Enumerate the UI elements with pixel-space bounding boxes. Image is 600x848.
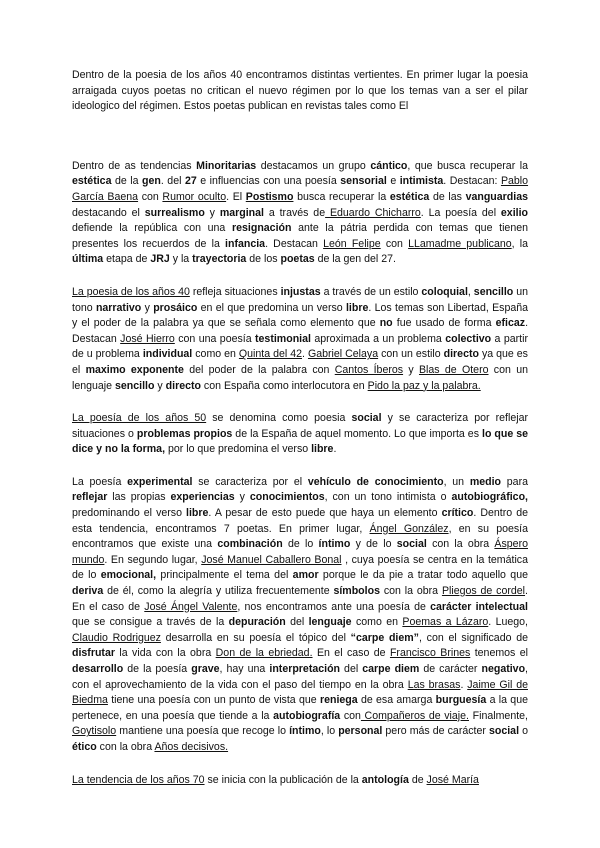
text-run: aproximada a un problema xyxy=(310,332,446,345)
bold-term: lenguaje xyxy=(308,616,352,629)
bold-term: maximo exponente xyxy=(85,363,184,376)
bold-term: individual xyxy=(142,348,193,361)
bold-term: autobiográfico, xyxy=(451,491,528,504)
underlined-reference: Pablo García Baena xyxy=(72,175,529,203)
text-run: ya que es el xyxy=(72,348,528,376)
underlined-reference: José Manuel Caballero Bonal xyxy=(201,553,342,566)
text-run: con España como interlocutora en xyxy=(200,379,368,392)
text-run: y xyxy=(403,363,419,376)
bold-term: Minoritarias xyxy=(196,159,257,172)
bold-term: vanguardias xyxy=(465,190,528,203)
text-run: . Luego, xyxy=(488,616,528,629)
bold-term: injustas xyxy=(280,285,321,298)
bold-term: autobiografía xyxy=(273,709,341,722)
underlined-reference: Blas de Otero xyxy=(418,363,489,376)
bold-term: surrealismo xyxy=(144,206,205,219)
bold-term: colectivo xyxy=(445,332,492,345)
text-run: . Los temas son Libertad, España y el poder de la palabra ya que se señala como elemento que xyxy=(72,301,529,330)
bold-term: libre xyxy=(186,507,209,520)
bold-term: crítico xyxy=(441,507,474,520)
text-run: la vida con la obra xyxy=(114,647,216,660)
text-run: Dentro de la poesia de los años 40 encontramos distintas vertientes. En primer lugar la poesia arraigada cuyos poetas no critican el nuevo régimen por lo que los temas van a ser el pilar ideologico del régimen. Estos poetas publican en revistas tales como El xyxy=(72,69,528,113)
text-run: . El xyxy=(226,190,246,203)
underlined-reference: Cantos Íberos xyxy=(334,363,404,376)
paragraph-experimental xyxy=(72,475,528,756)
text-run: . xyxy=(460,678,468,691)
bold-term: social xyxy=(351,412,382,425)
bold-term: gen xyxy=(142,175,161,188)
text-run: defiende la república con una xyxy=(72,222,232,235)
text-run: por lo que predomina el verso xyxy=(165,443,312,456)
underlined-reference: Jaime Gil de Biedma xyxy=(72,678,528,707)
text-run: de xyxy=(408,773,427,786)
text-run: , que busca recuperar la xyxy=(407,159,528,172)
bold-term: infancia xyxy=(225,237,266,250)
text-run: busca recuperar la xyxy=(293,190,390,203)
text-run: a través de un estilo xyxy=(320,285,422,298)
bold-term: directo xyxy=(443,348,479,361)
paragraph-intro xyxy=(72,68,528,115)
text-run: a la que pertenece, en una poesía que tiende a la xyxy=(72,694,528,722)
text-run: con un estilo xyxy=(378,348,444,361)
text-run: a partir de u problema xyxy=(72,332,528,361)
text-run: . xyxy=(302,348,308,361)
text-run: pero más de carácter xyxy=(382,725,489,738)
underlined-reference: LLamadme publicano xyxy=(408,237,512,250)
underlined-reference: Compañeros de viaje. xyxy=(360,709,469,722)
text-run: En el caso de xyxy=(312,647,390,660)
text-run: con xyxy=(380,237,409,250)
text-run: con xyxy=(340,709,361,722)
underlined-reference: José Hierro xyxy=(120,332,175,345)
text-run: . Destacan xyxy=(265,237,324,250)
underlined-reference: Gabriel Celaya xyxy=(307,348,379,361)
text-run: . A pesar de esto puede que haya un elemento xyxy=(208,507,442,520)
underlined-reference: Áspero mundo xyxy=(72,538,528,566)
bold-term: libre xyxy=(311,443,334,456)
bold-term: social xyxy=(396,538,427,551)
text-run: . En el caso de xyxy=(72,585,528,613)
bold-term: reflejar xyxy=(72,491,108,504)
text-run: de la xyxy=(111,175,143,188)
text-run: , hay una xyxy=(219,663,270,675)
text-run: refleja situaciones xyxy=(189,285,281,298)
underlined-reference: Don de la ebriedad. xyxy=(215,647,313,660)
text-run: y la xyxy=(169,253,193,266)
text-run: e xyxy=(386,175,400,188)
underlined-reference: La poesía de los años 50 xyxy=(72,412,207,425)
text-run: , cuya poesía se centra en la temática de lo xyxy=(72,553,528,582)
text-run: y xyxy=(154,379,166,392)
bold-term: depuración xyxy=(228,616,286,629)
text-run: en el que predomina un verso xyxy=(197,301,346,314)
text-run: con un lenguaje xyxy=(72,363,528,392)
text-run: de carácter xyxy=(419,663,482,675)
bold-term: experimental xyxy=(127,475,193,488)
bold-term: no xyxy=(379,317,393,330)
underlined-reference: Pliegos de cordel xyxy=(441,585,526,598)
bold-term: desarrollo xyxy=(72,663,124,675)
bold-term: resignación xyxy=(232,222,292,235)
text-run: destacamos un grupo xyxy=(256,159,371,172)
text-run: fue usado de forma xyxy=(392,317,496,330)
text-run: y de lo xyxy=(350,538,397,551)
text-run: , nos encontramos ante una poesía de xyxy=(237,600,431,613)
bold-term: íntimo xyxy=(318,538,351,551)
text-run: . xyxy=(333,443,337,456)
bold-term: última xyxy=(72,253,104,266)
text-run: del xyxy=(340,663,363,675)
text-run: o xyxy=(519,725,528,738)
bold-term: JRJ xyxy=(150,253,170,266)
text-run: predominando el verso xyxy=(72,507,187,520)
text-run: Finalmente, xyxy=(469,709,528,722)
bold-term: intimista xyxy=(399,175,444,188)
text-run: de la gen del 27. xyxy=(314,253,396,266)
bold-underlined-term: Postismo xyxy=(245,190,294,203)
bold-term: libre xyxy=(345,301,369,314)
bold-term: grave xyxy=(191,663,220,675)
text-run: un tono xyxy=(72,285,528,314)
text-run: porque le da pie a tratar todo aquello que xyxy=(318,569,528,582)
text-run: de la poesía xyxy=(123,663,192,675)
underlined-reference: Las brasas xyxy=(407,678,461,691)
text-run: , con el aprovechamiento de la vida con el paso del tiempo en la obra xyxy=(72,663,528,691)
underlined-reference: Goytisolo xyxy=(72,725,117,738)
text-run: La poesía xyxy=(72,475,128,488)
underlined-reference: José María xyxy=(426,773,479,786)
text-run: se caracteriza por el xyxy=(192,475,308,488)
text-run: , un xyxy=(443,475,470,488)
text-run: , en su poesía encontramos que existe una xyxy=(72,522,528,551)
text-run: y xyxy=(141,301,154,314)
bold-term: íntimo xyxy=(289,725,321,738)
text-run: . del xyxy=(160,175,185,188)
bold-term: problemas propios xyxy=(136,427,233,440)
bold-term: prosáico xyxy=(153,301,198,314)
underlined-reference: Pido la paz y la palabra. xyxy=(367,379,481,392)
bold-term: sensorial xyxy=(340,175,387,188)
bold-term: “carpe diem” xyxy=(350,631,419,644)
bold-term: combinación xyxy=(217,538,283,551)
underlined-reference: Poemas a Lázaro xyxy=(402,616,489,629)
bold-term: exilio xyxy=(500,206,528,219)
text-run: desarrolla en su poesía el tópico del xyxy=(160,631,351,644)
text-run: de esa amarga xyxy=(357,694,436,707)
underlined-reference: La poesia de los años 40 xyxy=(72,285,190,298)
text-run: se denomina como poesia xyxy=(206,412,352,425)
text-run: ante la pátria perdida con temas que tienen presentes los recuerdos de la xyxy=(72,222,529,250)
text-run: tenemos el xyxy=(470,647,529,660)
text-run: . Dentro de esta tendencia, encontramos 7 poetas. En primer lugar, xyxy=(72,507,528,535)
underlined-reference: La tendencia de los años 70 xyxy=(72,773,205,786)
text-run: como en xyxy=(351,616,403,629)
text-run: principalmente el tema del xyxy=(156,569,293,582)
text-run: para xyxy=(501,475,528,488)
underlined-reference: Quinta del 42 xyxy=(238,348,303,361)
bold-term: testimonial xyxy=(255,332,311,345)
text-run: y xyxy=(234,491,250,504)
bold-term: burguesía xyxy=(435,694,487,707)
text-run: que se consigue a través de la xyxy=(72,616,229,629)
text-run: , con el significado de xyxy=(418,631,528,644)
bold-term: experiencias xyxy=(170,491,235,504)
text-run: y se caracteriza por reflejar situaciones o xyxy=(72,412,528,440)
text-run: de la España de aquel momento. Lo que importa es xyxy=(232,427,482,440)
text-run: etapa de xyxy=(103,253,151,266)
bold-term: narrativo xyxy=(95,301,142,314)
bold-term: marginal xyxy=(219,206,264,219)
bold-term: negativo xyxy=(481,663,526,675)
paragraph-anos-70 xyxy=(72,773,528,789)
bold-term: poetas xyxy=(280,253,315,266)
text-run: de las xyxy=(429,190,466,203)
bold-term: sencillo xyxy=(115,379,155,392)
text-run: tiene una poesía con un punto de vista que xyxy=(107,694,320,707)
bold-term: amor xyxy=(292,569,319,582)
bold-term: directo xyxy=(165,379,201,392)
text-run: Dentro de as tendencias xyxy=(72,159,197,172)
bold-term: cántico xyxy=(370,159,408,172)
bold-term: social xyxy=(488,725,520,738)
bold-term: símbolos xyxy=(333,585,380,598)
bold-term: reniega xyxy=(319,694,358,707)
text-run: de él, como la alegría y utiliza frecuentemente xyxy=(103,585,334,598)
bold-term: interpretación xyxy=(269,663,341,675)
underlined-reference: Eduardo Chicharro xyxy=(325,206,421,219)
paragraph-anos-50 xyxy=(72,411,528,458)
underlined-reference: León Felipe xyxy=(323,237,381,250)
text-run: con la obra xyxy=(426,538,495,551)
text-run: del poder de la palabra con xyxy=(183,363,335,376)
bold-term: estética xyxy=(72,175,112,188)
bold-term: disfrutar xyxy=(72,647,115,660)
bold-term: sencillo xyxy=(473,285,514,298)
text-run: las propias xyxy=(107,491,171,504)
text-run: con xyxy=(138,190,163,203)
text-run: e influencias con una poesía xyxy=(196,175,341,188)
text-run: , con un tono intimista o xyxy=(324,491,452,504)
text-run: se inicia con la publicación de la xyxy=(204,773,362,786)
text-run: . En segundo lugar, xyxy=(104,553,202,566)
text-run: como en xyxy=(192,348,239,361)
bold-term: emocional, xyxy=(100,569,157,582)
bold-term: deriva xyxy=(72,585,104,598)
bold-term: vehículo de conocimiento xyxy=(307,475,444,488)
underlined-reference: Francisco Brines xyxy=(389,647,471,660)
paragraph-anos-40 xyxy=(72,285,528,394)
text-run: . La poesía del xyxy=(420,206,501,219)
bold-term: coloquial xyxy=(421,285,468,298)
bold-term: personal xyxy=(338,725,383,738)
text-run: , la xyxy=(511,237,529,250)
text-run: de lo xyxy=(282,538,319,551)
paragraph-minoritarias xyxy=(72,159,528,268)
text-run: con una poesía xyxy=(174,332,256,345)
bold-term: antología xyxy=(361,773,409,786)
text-run: , lo xyxy=(320,725,339,738)
text-run: mantiene una poesía que recoge lo xyxy=(116,725,290,738)
underlined-reference: Claudio Rodriguez xyxy=(72,631,161,644)
bold-term: ético xyxy=(72,740,97,753)
bold-term: conocimientos xyxy=(249,491,325,504)
underlined-reference: Rumor oculto xyxy=(162,190,227,203)
bold-term: estética xyxy=(389,190,430,203)
bold-term: eficaz xyxy=(495,317,526,330)
text-run: con la obra xyxy=(96,740,155,753)
bold-term: trayectoria xyxy=(192,253,247,266)
text-run: . Destacan: xyxy=(443,175,501,188)
underlined-reference: Años decisivos. xyxy=(154,740,229,753)
bold-term: carpe diem xyxy=(362,663,420,675)
text-run: a través de xyxy=(263,206,326,219)
text-run: con la obra xyxy=(379,585,442,598)
text-run: destacando el xyxy=(72,206,145,219)
text-run: de los xyxy=(246,253,281,266)
text-run: . Destacan xyxy=(72,317,529,345)
text-run: del xyxy=(285,616,309,629)
bold-term: carácter intelectual xyxy=(430,600,528,613)
text-run: , xyxy=(467,285,474,298)
underlined-reference: Ángel González xyxy=(369,522,449,535)
text-run: y xyxy=(204,206,220,219)
bold-term: medio xyxy=(469,475,502,488)
bold-term: 27 xyxy=(184,175,197,188)
bold-term: lo que se dice y no la forma, xyxy=(72,427,529,456)
underlined-reference: José Ángel Valente xyxy=(144,600,238,613)
